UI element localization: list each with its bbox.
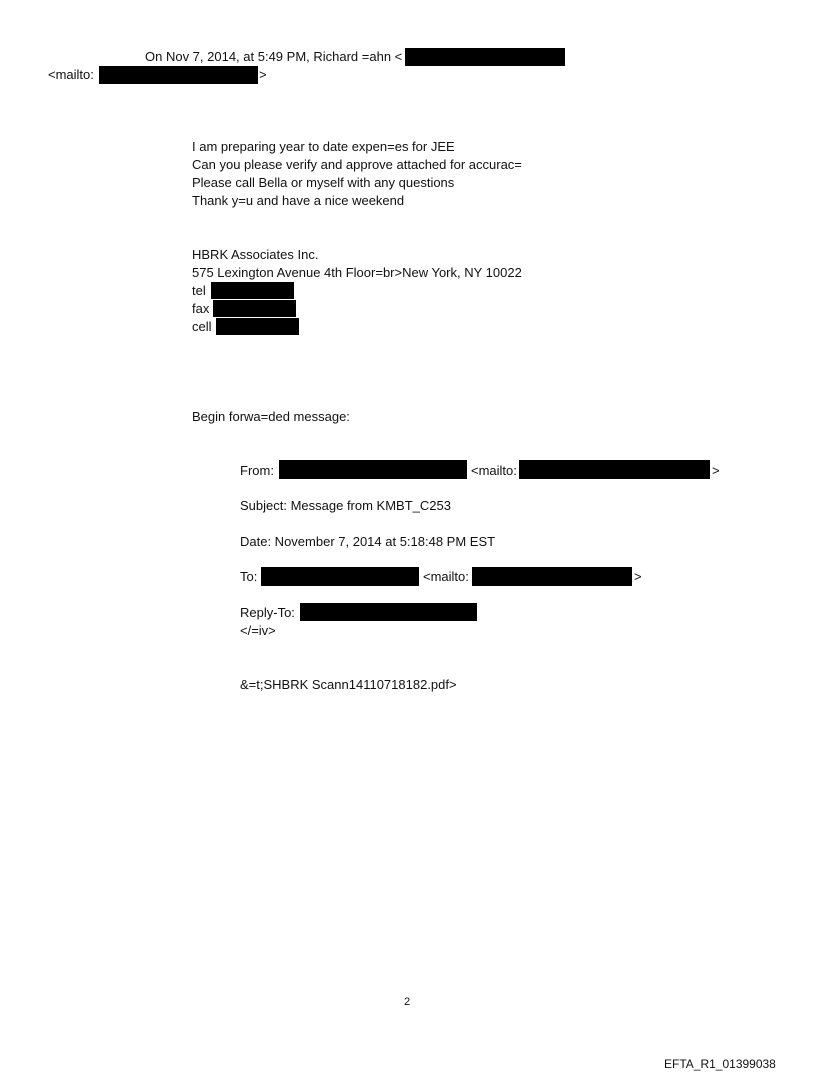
- redaction-box: [519, 460, 710, 479]
- redaction-box: [213, 300, 296, 317]
- signature-cell-label: cell: [192, 319, 212, 334]
- attachment-line: &=t;SHBRK Scann14110718182.pdf>: [240, 677, 457, 692]
- body-line-4: Thank y=u and have a nice weekend: [192, 193, 405, 208]
- date-line: Date: November 7, 2014 at 5:18:48 PM EST: [240, 534, 496, 549]
- to-close: >: [634, 569, 642, 584]
- body-line-1: I am preparing year to date expen=es for JEE: [192, 139, 455, 154]
- forwarded-heading: Begin forwa=ded message:: [192, 409, 350, 424]
- body-line-3: Please call Bella or myself with any questions: [192, 175, 455, 190]
- redaction-box: [300, 603, 477, 621]
- page-number: 2: [404, 996, 411, 1008]
- redaction-box: [216, 318, 299, 335]
- div-close-artifact: </=iv>: [240, 623, 276, 638]
- redaction-box: [261, 567, 419, 586]
- from-mailto: <mailto:: [471, 463, 517, 478]
- from-close: >: [712, 463, 720, 478]
- signature-tel-label: tel: [192, 283, 206, 298]
- header-line-1: On Nov 7, 2014, at 5:49 PM, Richard =ahn <: [145, 49, 403, 64]
- header-line-2-suffix: >: [259, 67, 267, 82]
- signature-company: HBRK Associates Inc.: [192, 247, 319, 262]
- signature-address: 575 Lexington Avenue 4th Floor=br>New York, NY 10022: [192, 265, 522, 280]
- signature-fax-label: fax: [192, 301, 210, 316]
- body-line-2: Can you please verify and approve attached for accurac=: [192, 157, 522, 172]
- redaction-box: [279, 460, 467, 479]
- header-line-2-prefix: <mailto:: [48, 67, 94, 82]
- subject-line: Subject: Message from KMBT_C253: [240, 498, 451, 513]
- from-label: From:: [240, 463, 274, 478]
- redaction-box: [405, 48, 565, 66]
- redaction-box: [99, 66, 258, 84]
- redaction-box: [472, 567, 632, 586]
- reply-to-label: Reply-To:: [240, 605, 295, 620]
- redaction-box: [211, 282, 294, 299]
- document-id: EFTA_R1_01399038: [664, 1057, 776, 1071]
- to-mailto: <mailto:: [423, 569, 469, 584]
- to-label: To:: [240, 569, 258, 584]
